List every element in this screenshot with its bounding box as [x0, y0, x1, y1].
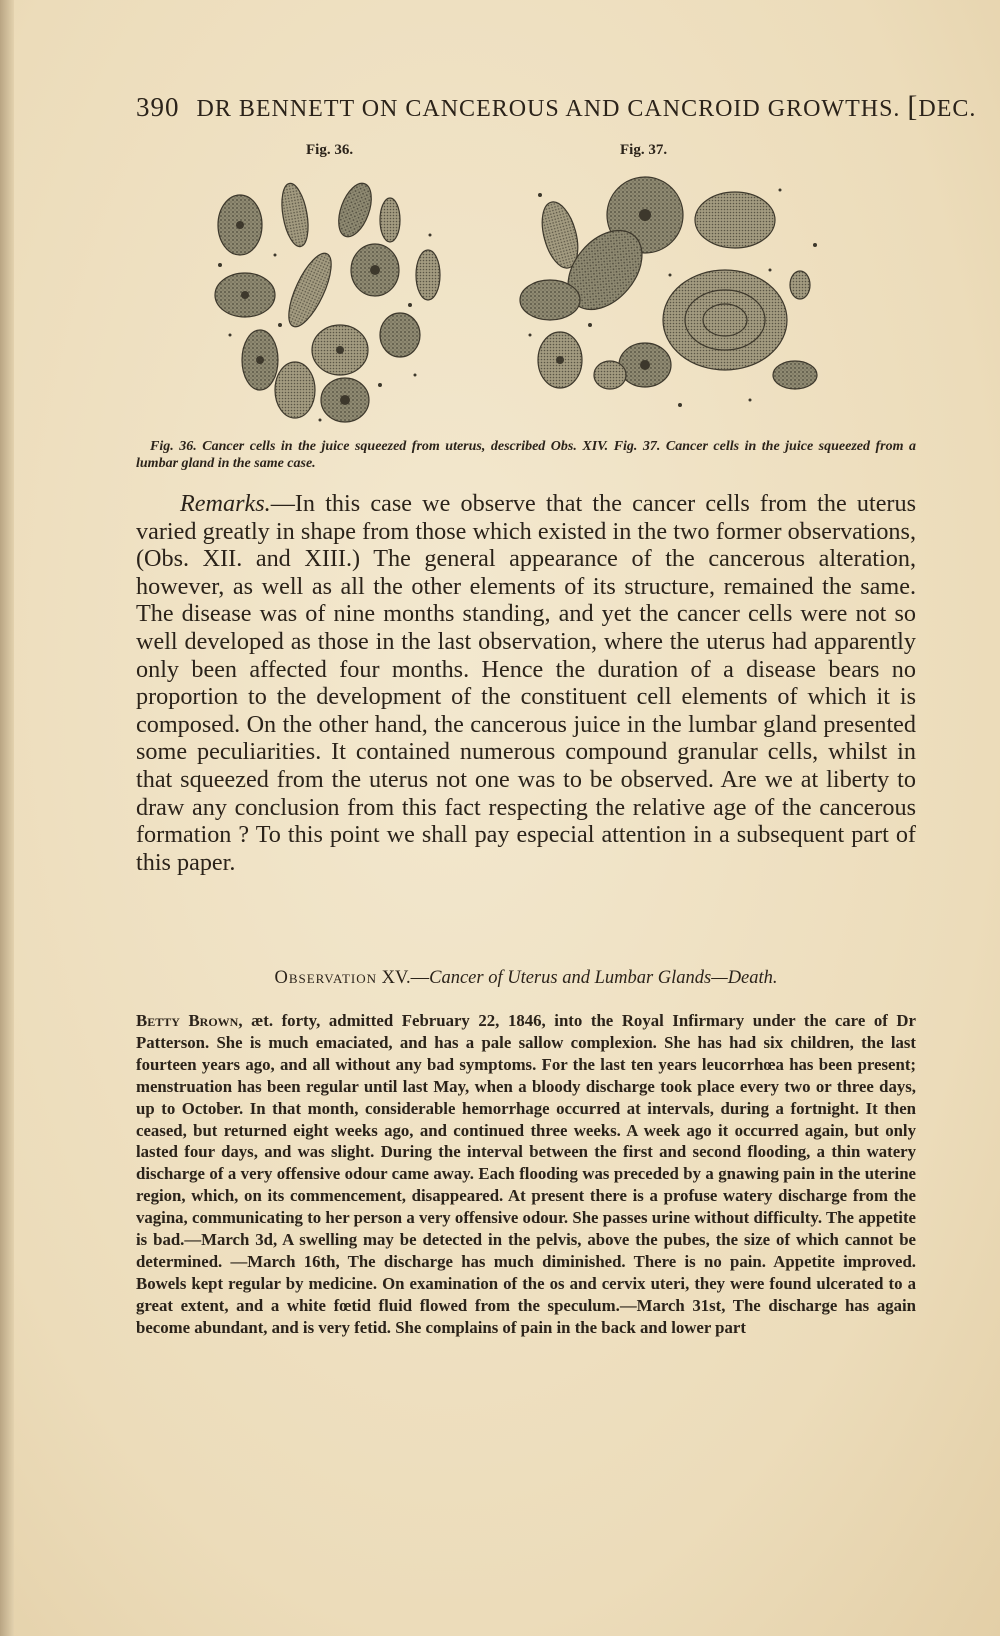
page-number: 390 [136, 92, 180, 122]
running-header [136, 90, 977, 124]
fig36-illustration [200, 175, 450, 430]
remarks-text: —In this case we observe that the cancer cells from the uterus varied greatly in shape from those which existed in the two former observations, (Obs. XII. and XIII.) The general appearance of the cancerous alteration, however, as well as all the other elements of its structure, remained the same. The disease was of nine months standing, and yet the cancer cells were not so well developed as those in the last observation, where the uterus had apparently only been affected four months. Hence the duration of a disease bears no proportion to the development of the constituent cell elements of which it is composed. On the other hand, the cancerous juice in the lumbar gland presented some peculiarities. It contained numerous compound granular cells, whilst in that squeezed from the uterus not one was to be observed. Are we at liberty to draw any conclusion from this fact respecting the relative age of the cancerous formation ? To this point we shall pay especial attention in a subsequent part of this paper. [136, 490, 916, 876]
page-binding-edge [0, 0, 14, 1636]
fig37-label: Fig. 37. [620, 142, 668, 158]
fig37-illustration [510, 175, 830, 415]
case-paragraph [136, 1010, 916, 1339]
remarks-lead: Remarks. [180, 490, 271, 517]
observation-label: Observation [274, 968, 378, 988]
header-month: DEC. [918, 96, 977, 122]
running-title: DR BENNETT ON CANCEROUS AND CANCROID GROWTHS. [196, 96, 901, 122]
figure-caption: Fig. 36. Cancer cells in the juice squeezed from uterus, described Obs. XIV. Fig. 37. Cancer cells in the juice squeezed from a lumbar gland in the same case. [136, 439, 916, 471]
header-bracket: [ [907, 90, 919, 123]
patient-name: Betty Brown [136, 1011, 239, 1030]
fig36-label: Fig. 36. [306, 142, 354, 158]
remarks-paragraph [136, 490, 916, 876]
case-text: , æt. forty, admitted February 22, 1846, into the Royal Infirmary under the care of Dr Patterson. She is much emaciated, and has a pale sallow complexion. She has had six children, the last fourteen years ago, and all without any bad symptoms. For the last ten years leucorrhœa has been present; menstruation has been regular until last May, when a bloody discharge took place every two or three days, up to October. In that month, considerable hemorrhage occurred at intervals, during a fortnight. It then ceased, but returned eight weeks ago, and continued three weeks. A week ago it occurred again, but only lasted four days, and was slight. During the interval between the first and second flooding, a thin watery discharge of a very offensive odour came away. Each flooding was preceded by a gnawing pain in the uterine region, which, on its commencement, disappeared. At present there is a profuse watery discharge from the vagina, communicating to her person a very offensive odour. She passes urine without difficulty. The appetite is bad.—March 3d, A swelling may be detected in the pelvis, above the pubes, the size of which cannot be determined. —March 16th, The discharge has much diminished. There is no pain. Appetite improved. Bowels kept regular by medicine. On examination of the os and cervix uteri, they were found ulcerated to a great extent, and a white fœtid fluid flowed from the speculum.—March 31st, The discharge has again become abundant, and is very fetid. She complains of pain in the back and lower part [136, 1011, 916, 1337]
observation-heading [136, 968, 916, 989]
observation-number: XV.— [381, 968, 430, 988]
observation-title: Cancer of Uterus and Lumbar Glands—Death. [429, 968, 778, 988]
